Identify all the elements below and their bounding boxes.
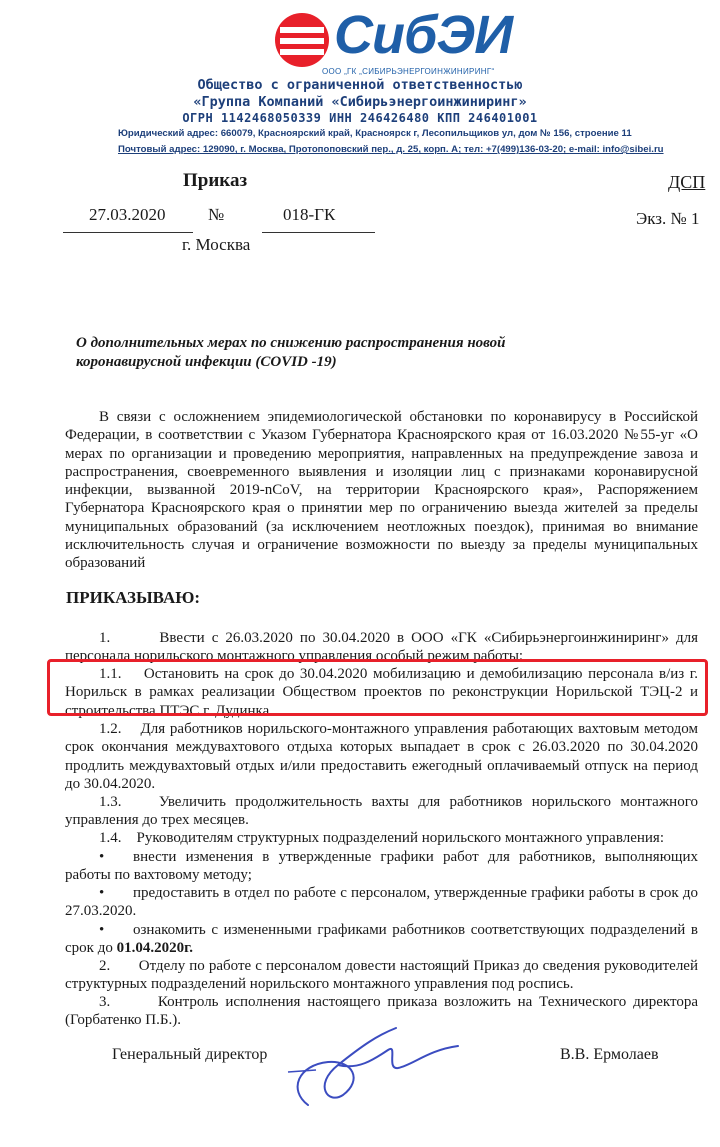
bullet-item-3 <box>65 921 698 958</box>
legal-address: Юридический адрес: 660079, Красноярский край, Красноярск г, Лесопильщиков ул, дом № 156, строение 11 <box>118 128 632 139</box>
signer-position: Генеральный директор <box>112 1046 268 1063</box>
postal-address: Почтовый адрес: 129090, г. Москва, Протопоповский пер., д. 25, корп. А; тел: +7(499)136-03-20; e-mail: info@sibei.ru <box>118 144 664 155</box>
logo-mark-icon <box>272 10 332 70</box>
org-name-line1: Общество с ограниченной ответственностью <box>197 77 523 93</box>
highlight-frame <box>47 659 708 716</box>
classification-mark: ДСП <box>668 172 706 192</box>
bullet-text: внести изменения в утвержденные графики работ для работников, выполняющих работы по вахтовому методу; <box>65 849 698 884</box>
bullet-text: ознакомить с измененными графиками работников соответствующих подразделений в срок до <box>65 922 698 957</box>
bullet-icon: • <box>99 849 105 865</box>
bullet-icon: • <box>99 922 105 938</box>
logo-wordmark: СибЭИ <box>334 5 513 65</box>
item-1-1: 1.1. Остановить на срок до 30.04.2020 мобилизацию и демобилизацию персонала в/из г. Норильск в рамках реализации Обществом проектов по реконструкции Норильской ТЭЦ-2 и строительства ПТЭС г. Дудинка. <box>65 666 698 719</box>
item-1-2: 1.2. Для работников норильского-монтажного управления работающих вахтовым методом срок окончания междувахтового отдыха которых выпадает в срок с 26.03.2020 по 30.04.2020 продлить междувахтовый отдых и/или предоставить ежегодный оплачиваемый отпуск на период до 30.04.2020. <box>65 721 698 792</box>
org-name-line2: «Группа Компаний «Сибирьэнергоинжиниринг» <box>193 94 527 110</box>
number-sign: № <box>208 205 225 224</box>
deadline-date: 01.04.2020г. <box>116 940 193 957</box>
bullet-item-1 <box>65 848 698 885</box>
order-subject: О дополнительных мерах по снижению распространения новой коронавирусной инфекции (COVID -19) <box>76 335 506 370</box>
item-1-4: 1.4. Руководителям структурных подразделений норильского монтажного управления: <box>99 830 664 846</box>
date-underline <box>63 232 193 233</box>
order-heading: ПРИКАЗЫВАЮ: <box>66 588 201 607</box>
item-3: 3. Контроль исполнения настоящего приказа возложить на Технического директора (Горбатенко П.Б.). <box>65 994 698 1029</box>
handwritten-signature <box>268 1010 468 1120</box>
org-registry: ОГРН 1142468050339 ИНН 246426480 КПП 246401001 <box>182 111 538 125</box>
order-number: 018-ГК <box>283 205 336 224</box>
item-1-3: 1.3. Увеличить продолжительность вахты для работников норильского монтажного управления до трех месяцев. <box>65 794 698 829</box>
bullet-item-2 <box>65 884 698 921</box>
company-logo <box>272 6 522 76</box>
copy-number: Экз. № 1 <box>636 209 700 228</box>
item-1: 1. Ввести с 26.03.2020 по 30.04.2020 в ООО «ГК «Сибирьэнергоинжиниринг» для персонала норильского монтажного управления особый режим работы: <box>65 630 698 665</box>
intro-paragraph: В связи с осложнением эпидемиологической обстановки по коронавирусу в Российской Федерации, в соответствии с Указом Губернатора Красноярского края от 16.03.2020 №55-уг «О мерах по организации и проведению мероприятия, направленных на предупреждение завоза и распространения, своевременного выявления и изоляции лиц с признаками коронавирусной инфекции, вызванной 2019-nCoV, на территории Красноярского края», Распоряжением Губернатора Красноярского края о принятии мер по ограничению выезда жителей за пределы муниципальных образований (за исключением неотложных поездок), принимая во внимание исключительность случая и ограничение возможности по выезду за пределы муниципальных образований <box>65 409 698 572</box>
order-date: 27.03.2020 <box>89 205 166 224</box>
signer-name: В.В. Ермолаев <box>560 1046 659 1063</box>
bullet-icon: • <box>99 885 105 901</box>
item-2: 2. Отделу по работе с персоналом довести настоящий Приказ до сведения руководителей структурных подразделений норильского монтажного управления под роспись. <box>65 958 698 993</box>
document-title: Приказ <box>183 170 248 191</box>
number-underline <box>262 232 375 233</box>
logo-subtitle: ООО „ГК „СИБИРЬЭНЕРГОИНЖИНИРИНГ“ <box>322 67 495 76</box>
bullet-text: предоставить в отдел по работе с персоналом, утвержденные графики работы в срок до 27.03.2020. <box>65 885 698 920</box>
order-city: г. Москва <box>182 235 251 254</box>
